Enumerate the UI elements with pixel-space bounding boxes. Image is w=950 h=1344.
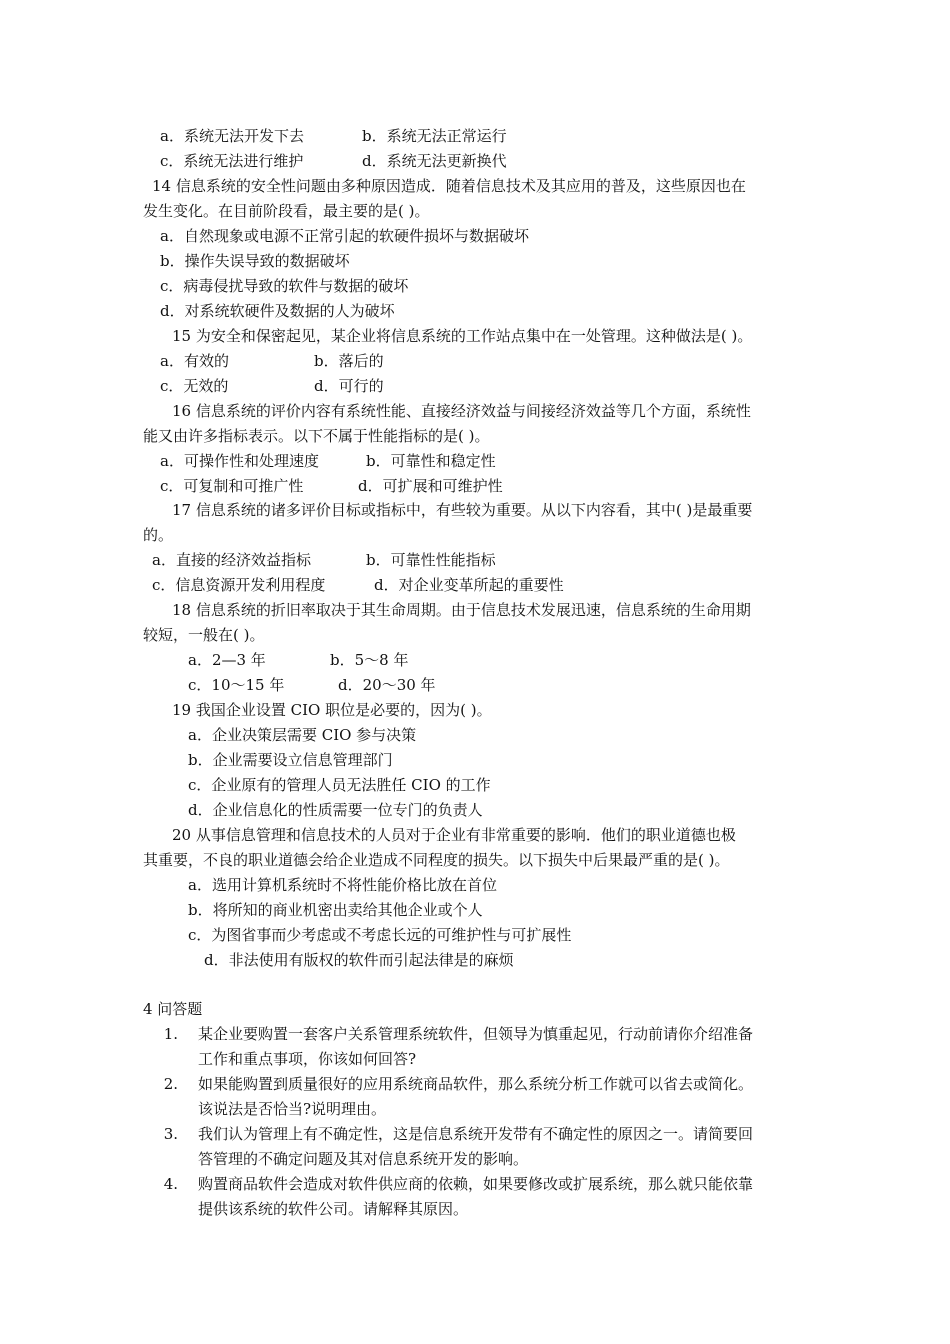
q19-option-a: a．企业决策层需要 CIO 参与决策 <box>188 726 417 744</box>
question-number: 3. <box>163 1125 178 1143</box>
question-text-line: 该说法是否恰当?说明理由。 <box>198 1100 387 1118</box>
question-text-line: 答管理的不确定问题及其对信息系统开发的影响。 <box>198 1150 529 1168</box>
question-number: 1. <box>163 1025 178 1043</box>
q13-option-a: a．系统无法开发下去 <box>160 127 304 145</box>
q14-stem-line2: 发生变化。在目前阶段看，最主要的是( )。 <box>143 202 430 220</box>
q20-option-a: a．选用计算机系统时不将性能价格比放在首位 <box>188 876 497 894</box>
q16-stem-line1: 16 信息系统的评价内容有系统性能、直接经济效益与间接经济效益等几个方面，系统性 <box>172 402 751 420</box>
q17-option-d: d．对企业变革所起的重要性 <box>374 576 564 594</box>
question-text-line: 某企业要购置一套客户关系管理系统软件，但领导为慎重起见，行动前请你介绍准备 <box>198 1025 754 1043</box>
q19-option-d: d．企业信息化的性质需要一位专门的负责人 <box>188 801 483 819</box>
q17-option-c: c．信息资源开发利用程度 <box>152 576 326 594</box>
q18-option-d: d．20～30 年 <box>338 676 436 694</box>
question-number: 4. <box>163 1175 178 1193</box>
q16-option-c: c．可复制和可推广性 <box>160 477 304 495</box>
q18-option-b: b．5～8 年 <box>330 651 409 669</box>
q15-stem-line1: 15 为安全和保密起见，某企业将信息系统的工作站点集中在一处管理。这种做法是( )。 <box>172 327 753 345</box>
question-number: 2. <box>163 1075 178 1093</box>
question-text-line: 如果能购置到质量很好的应用系统商品软件，那么系统分析工作就可以省去或简化。 <box>198 1075 754 1093</box>
q16-option-d: d．可扩展和可维护性 <box>358 477 503 495</box>
q20-option-b: b．将所知的商业机密出卖给其他企业或个人 <box>188 901 483 919</box>
question-text-line: 工作和重点事项，你该如何回答? <box>198 1050 417 1068</box>
q19-option-c: c．企业原有的管理人员无法胜任 CIO 的工作 <box>188 776 491 794</box>
q15-option-d: d．可行的 <box>314 377 384 395</box>
q20-option-c: c．为图省事而少考虑或不考虑长远的可维护性与可扩展性 <box>188 926 572 944</box>
q15-option-c: c．无效的 <box>160 377 229 395</box>
q14-stem-line1: 14 信息系统的安全性问题由多种原因造成．随着信息技术及其应用的普及，这些原因也在 <box>152 177 746 195</box>
q15-option-b: b．落后的 <box>314 352 384 370</box>
q17-option-b: b．可靠性性能指标 <box>366 551 496 569</box>
q16-option-a: a．可操作性和处理速度 <box>160 452 319 470</box>
q16-option-b: b．可靠性和稳定性 <box>366 452 496 470</box>
q15-option-a: a．有效的 <box>160 352 229 370</box>
q17-option-a: a．直接的经济效益指标 <box>152 551 311 569</box>
q17-stem-line2: 的。 <box>143 526 174 544</box>
q14-option-a: a．自然现象或电源不正常引起的软硬件损坏与数据破坏 <box>160 227 529 245</box>
q17-stem-line1: 17 信息系统的诸多评价目标或指标中，有些较为重要。从以下内容看，其中( )是最重要 <box>172 501 753 519</box>
q20-stem-line2: 其重要，不良的职业道德会给企业造成不同程度的损失。以下损失中后果最严重的是( )。 <box>143 851 730 869</box>
question-text-line: 购置商品软件会造成对软件供应商的依赖，如果要修改或扩展系统，那么就只能依靠 <box>198 1175 754 1193</box>
q13-option-d: d．系统无法更新换代 <box>362 152 507 170</box>
q18-stem-line1: 18 信息系统的折旧率取决于其生命周期。由于信息技术发展迅速，信息系统的生命用期 <box>172 601 751 619</box>
q20-stem-line1: 20 从事信息管理和信息技术的人员对于企业有非常重要的影响．他们的职业道德也极 <box>172 826 736 844</box>
question-text-line: 我们认为管理上有不确定性，这是信息系统开发带有不确定性的原因之一。请简要回 <box>198 1125 754 1143</box>
q14-option-b: b．操作失误导致的数据破坏 <box>160 252 350 270</box>
q18-stem-line2: 较短，一般在( )。 <box>143 626 265 644</box>
q18-option-c: c．10～15 年 <box>188 676 285 694</box>
q13-option-b: b．系统无法正常运行 <box>362 127 507 145</box>
q19-option-b: b．企业需要设立信息管理部门 <box>188 751 393 769</box>
q14-option-d: d．对系统软硬件及数据的人为破坏 <box>160 302 395 320</box>
question-text-line: 提供该系统的软件公司。请解释其原因。 <box>198 1200 469 1218</box>
q19-stem-line1: 19 我国企业设置 CIO 职位是必要的，因为( )。 <box>172 701 492 719</box>
q16-stem-line2: 能又由许多指标表示。以下不属于性能指标的是( )。 <box>143 427 490 445</box>
q20-option-d: d．非法使用有版权的软件而引起法律是的麻烦 <box>204 951 514 969</box>
q13-option-c: c．系统无法进行维护 <box>160 152 304 170</box>
q18-option-a: a．2—3 年 <box>188 651 266 669</box>
q14-option-c: c．病毒侵扰导致的软件与数据的破坏 <box>160 277 409 295</box>
section4-heading: 4 问答题 <box>143 1000 203 1018</box>
